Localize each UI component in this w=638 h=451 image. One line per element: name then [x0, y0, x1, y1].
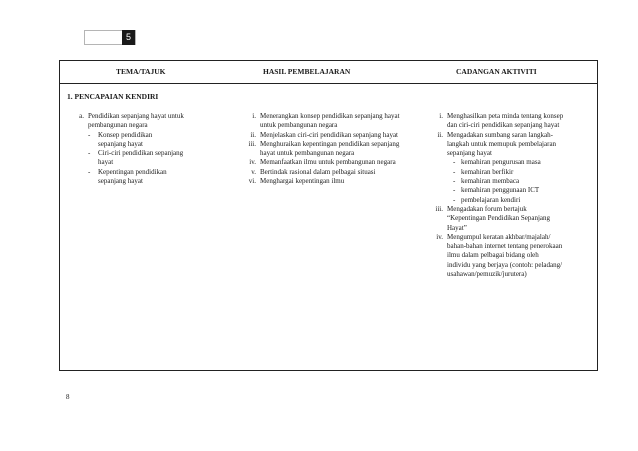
- page-badge-number: 5: [122, 30, 135, 45]
- tema-line: Pendidikan sepanjang hayat untuk: [88, 112, 184, 120]
- tema-subitem: - Kepentingan pendidikan sepanjang hayat: [88, 167, 167, 186]
- cadangan-item: ii. Mengadakan sumbang saran langkah- langkah untuk memupuk pembelajaran sepanjang hayat: [437, 130, 557, 158]
- tema-item: [70, 112, 230, 131]
- tema-subitem: - Konsep pendidikan sepanjang hayat: [88, 130, 153, 148]
- hasil-item: iv. Memanfaatkan ilmu untuk pembangunan negara: [249, 158, 396, 167]
- cadangan-subitem: - kemahiran berfikir: [453, 167, 514, 176]
- cadangan-subitem: - kemahiran penggunaan ICT: [453, 186, 540, 195]
- hasil-item: ii. Menjelaskan ciri-ciri pendidikan sepanjang hayat: [250, 130, 399, 139]
- hasil-item: vi. Menghargai kepentingan ilmu: [248, 177, 345, 186]
- tema-column: [70, 112, 230, 186]
- header-tema: TEMA/TAJUK: [116, 67, 166, 76]
- hasil-item: i. Menerangkan konsep pendidikan sepanjang hayat untuk pembangunan negara: [252, 112, 400, 130]
- cadangan-column: [425, 112, 595, 279]
- tema-subitem: - Ciri-ciri pendidikan sepanjang hayat: [88, 149, 184, 167]
- cadangan-subitem: - kemahiran pengurusan masa: [453, 158, 541, 167]
- hasil-column: [238, 112, 413, 186]
- page-number: 8: [66, 393, 70, 401]
- cadangan-item: iii. Mengadakan forum bertajuk “Kepentingan Pendidikan Sepanjang Hayat”: [435, 204, 551, 232]
- cadangan-subitem: - pembelajaran kendiri: [453, 195, 521, 204]
- cadangan-item: iv. Mengumpul keratan akhbar/majalah/ bahan-bahan internet tentang penerokaan ilmu dalam pelbagai bidang oleh individu yang berjaya (contoh: peladang/ usahawan/pemuzik/jurutera): [436, 232, 563, 279]
- table-header: [60, 61, 597, 84]
- hasil-item: v. Bertindak rasional dalam pelbagai situasi: [251, 167, 376, 176]
- cadangan-item: i. Menghasilkan peta minda tentang konsep dan ciri-ciri pendidikan sepanjang hayat: [439, 112, 564, 130]
- tema-line: pembangunan negara: [88, 121, 148, 130]
- syllabus-table: [59, 60, 598, 371]
- page-badge: [84, 30, 136, 45]
- cadangan-subitem: - kemahiran membaca: [453, 177, 520, 186]
- hasil-item: iii. Menghuraikan kepentingan pendidikan sepanjang hayat untuk pembangunan negara: [248, 139, 400, 158]
- tema-marker: a.: [79, 112, 84, 120]
- header-hasil: HASIL PEMBELAJARAN: [263, 67, 351, 76]
- section-title: 1. PENCAPAIAN KENDIRI: [67, 92, 159, 101]
- header-cadangan: CADANGAN AKTIVITI: [456, 67, 537, 76]
